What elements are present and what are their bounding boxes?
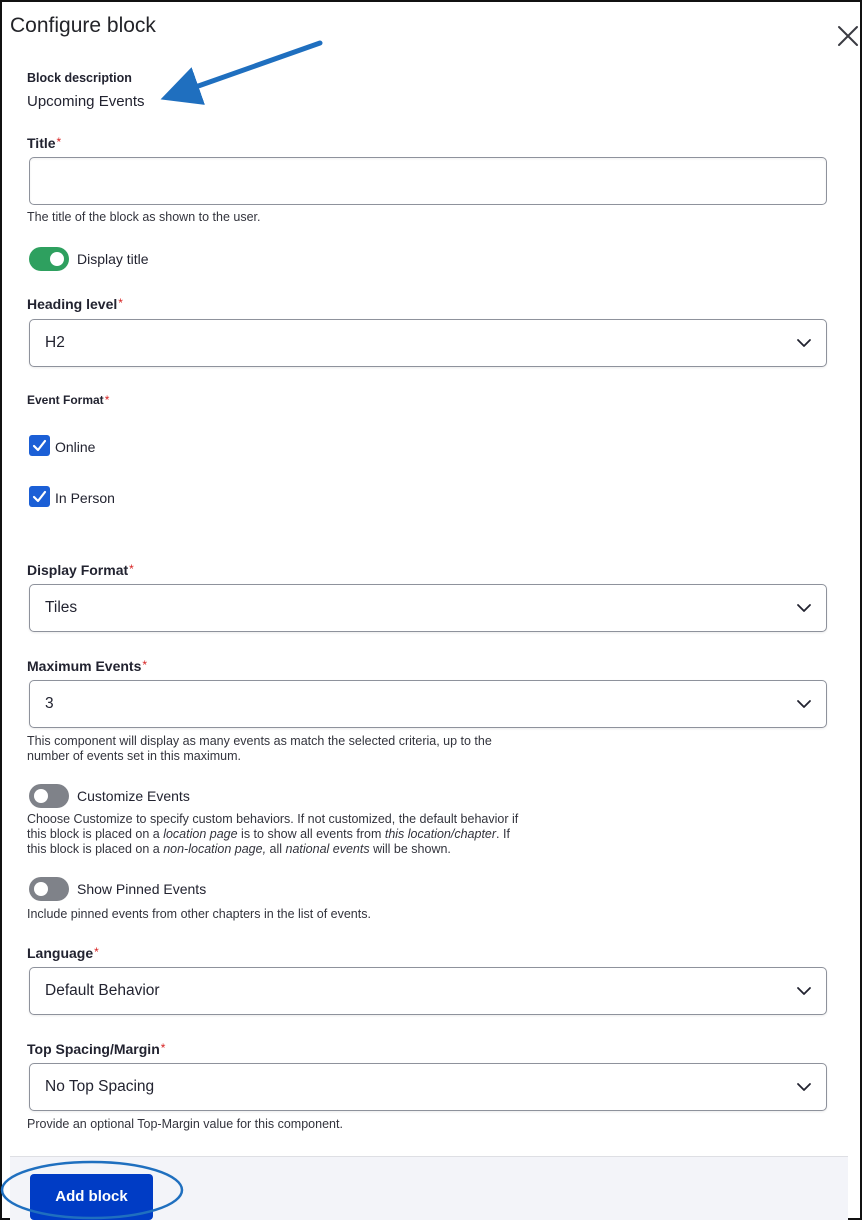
display-format-select[interactable] <box>29 584 827 632</box>
display-title-label: Display title <box>77 251 149 267</box>
maximum-events-label: Maximum Events* <box>27 658 148 674</box>
language-label: Language* <box>27 945 99 961</box>
required-mark: * <box>160 1041 166 1055</box>
required-mark: * <box>94 945 99 959</box>
title-description: The title of the block as shown to the user. <box>27 210 261 224</box>
language-value: Default Behavior <box>45 982 160 999</box>
online-label: Online <box>55 439 96 455</box>
show-pinned-events-label: Show Pinned Events <box>77 881 207 897</box>
block-description-value: Upcoming Events <box>27 93 145 110</box>
toggle-knob <box>34 882 48 896</box>
customize-events-description-line1: Choose Customize to specify custom behaviors. If not customized, the default behavior if <box>27 812 519 826</box>
annotation-arrow <box>170 43 320 96</box>
heading-level-select[interactable] <box>29 319 827 367</box>
check-icon <box>32 489 47 504</box>
required-mark: * <box>104 393 110 407</box>
toggle-knob <box>34 789 48 803</box>
language-select[interactable] <box>29 967 827 1015</box>
block-description-label: Block description <box>27 71 132 85</box>
required-mark: * <box>118 296 123 310</box>
customize-events-label: Customize Events <box>77 788 190 804</box>
required-mark: * <box>129 562 134 576</box>
maximum-events-value: 3 <box>45 695 54 712</box>
top-spacing-description: Provide an optional Top-Margin value for this component. <box>27 1117 343 1131</box>
required-mark: * <box>56 135 62 149</box>
toggle-knob <box>50 252 64 266</box>
title-label: Title* <box>27 135 62 151</box>
display-title-toggle[interactable] <box>29 247 69 271</box>
online-checkbox[interactable] <box>29 435 50 456</box>
show-pinned-events-toggle[interactable] <box>29 877 69 901</box>
add-block-button[interactable]: Add block <box>30 1174 153 1220</box>
heading-level-value: H2 <box>45 334 65 351</box>
top-spacing-value: No Top Spacing <box>45 1078 155 1095</box>
chevron-down-icon <box>796 335 812 351</box>
close-button[interactable] <box>834 22 862 50</box>
customize-events-toggle[interactable] <box>29 784 69 808</box>
title-input[interactable] <box>29 157 827 205</box>
display-format-value: Tiles <box>45 599 78 616</box>
maximum-events-select[interactable] <box>29 680 827 728</box>
event-format-label: Event Format* <box>27 393 110 407</box>
in-person-checkbox[interactable] <box>29 486 50 507</box>
show-pinned-events-description: Include pinned events from other chapters in the list of events. <box>27 907 371 921</box>
chevron-down-icon <box>796 1079 812 1095</box>
customize-events-description-line2: this block is placed on a location page is to show all events from this location/chapter. If <box>27 827 510 841</box>
customize-events-description-line3: this block is placed on a non-location page, all national events will be shown. <box>27 842 451 856</box>
required-mark: * <box>142 658 148 672</box>
chevron-down-icon <box>796 983 812 999</box>
top-spacing-select[interactable] <box>29 1063 827 1111</box>
heading-level-label: Heading level* <box>27 296 123 312</box>
in-person-label: In Person <box>55 490 115 506</box>
close-icon <box>837 25 859 47</box>
display-format-label: Display Format* <box>27 562 134 578</box>
maximum-events-description-line1: This component will display as many events as match the selected criteria, up to the <box>27 734 492 748</box>
check-icon <box>32 438 47 453</box>
maximum-events-description-line2: number of events set in this maximum. <box>27 749 241 763</box>
chevron-down-icon <box>796 600 812 616</box>
top-spacing-label: Top Spacing/Margin* <box>27 1041 166 1057</box>
dialog-title: Configure block <box>10 14 156 37</box>
chevron-down-icon <box>796 696 812 712</box>
